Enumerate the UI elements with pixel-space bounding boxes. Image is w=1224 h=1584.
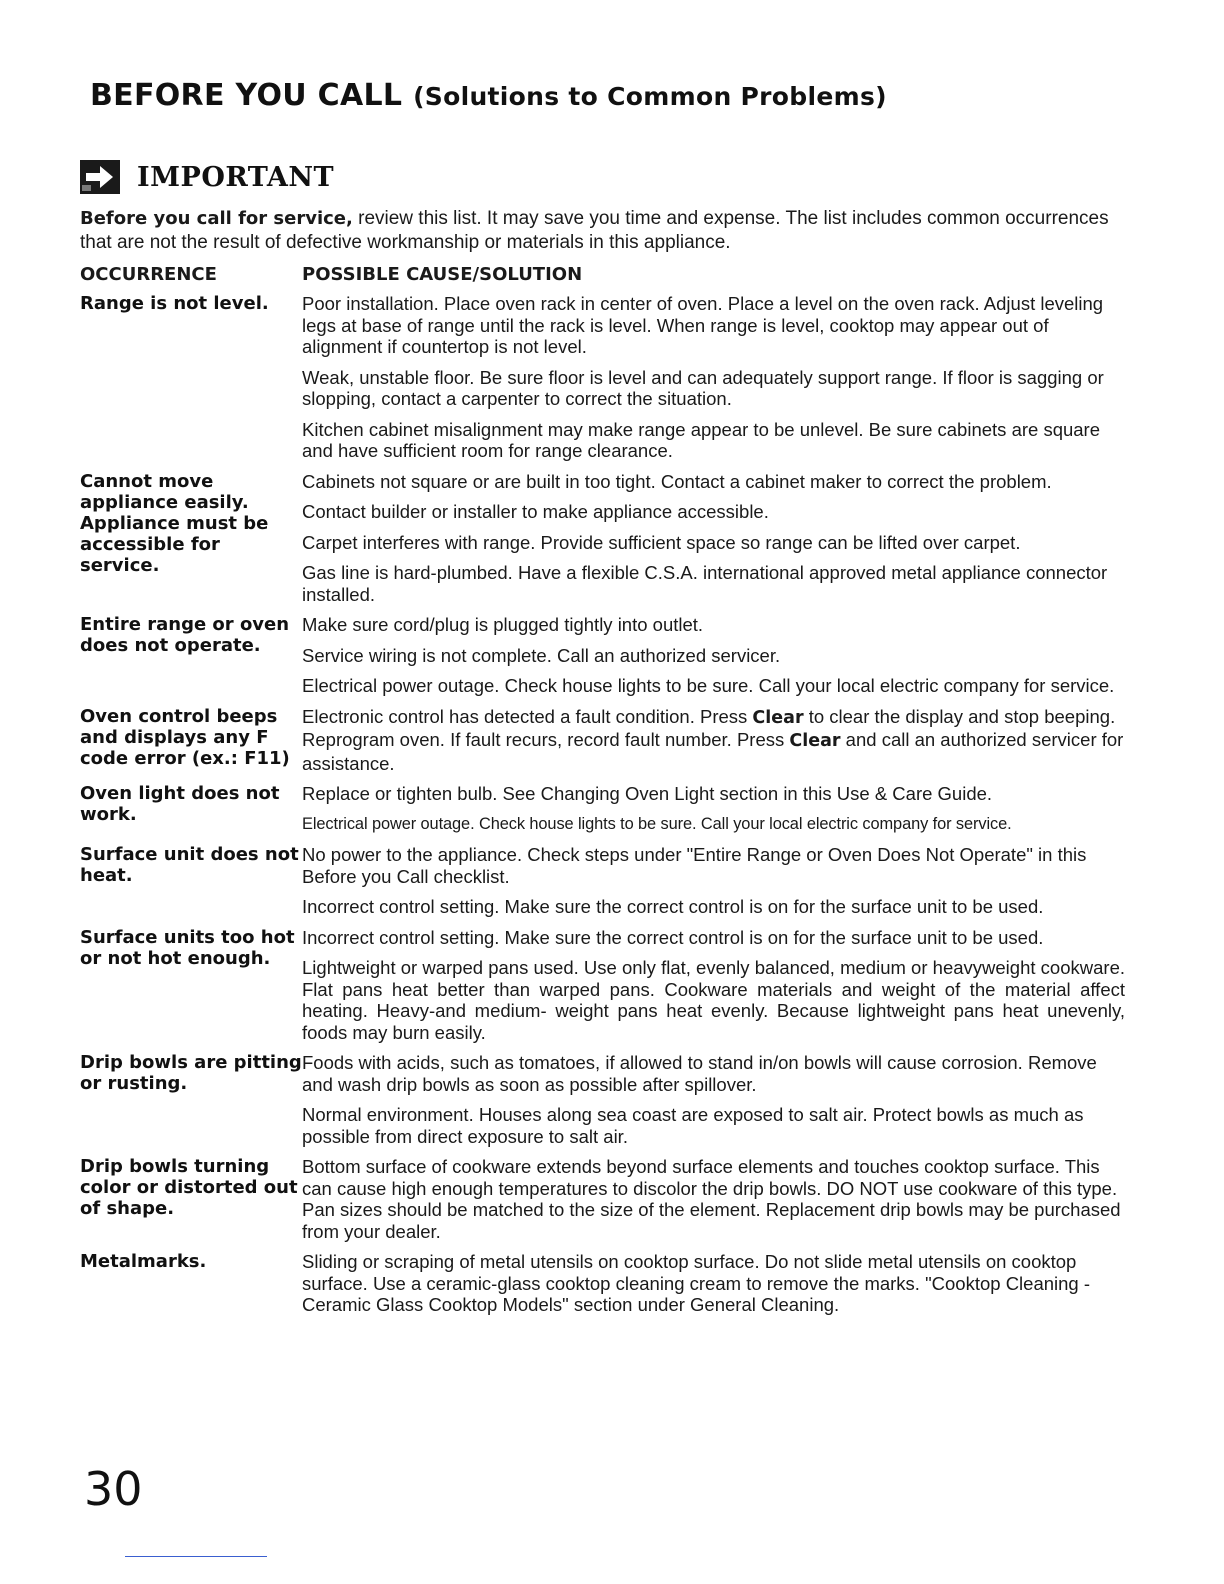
solution-text: Bottom surface of cookware extends beyond surface elements and touches cooktop surface. This can cause high enough temperatures to discolor the drip bowls. DO NOT use cookware of this type. Pan sizes should be matched to the size of the element. Replacement drip bowls may be purchased from your dealer. bbox=[302, 1156, 1121, 1242]
solution-text: Kitchen cabinet misalignment may make range appear to be unlevel. Be sure cabinets are square and have sufficient room for range clearance. bbox=[302, 418, 1101, 461]
solution-text: Incorrect control setting. Make sure the correct control is on for the surface unit to be used. bbox=[302, 926, 1044, 948]
occurrence-label: Surface unit does not heat. bbox=[80, 844, 299, 886]
column-header-occurrence: OCCURRENCE bbox=[80, 264, 217, 285]
table-row bbox=[80, 1156, 1125, 1251]
occurrence-label: Entire range or oven does not operate. bbox=[80, 614, 290, 656]
occurrence-label: Surface units too hot or not hot enough. bbox=[80, 926, 295, 969]
occurrence-label: Drip bowls turning color or distorted out of shape. bbox=[80, 1156, 298, 1219]
solution-text: Electrical power outage. Check house lights to be sure. Call your local electric company for service. bbox=[302, 814, 1012, 833]
solution-text: Poor installation. Place oven rack in center of oven. Place a level on the oven rack. Adjust leveling legs at base of range until the rack is level. When range is level, cooktop may appear out of alignment if countertop is not level. bbox=[302, 293, 1104, 357]
page-number: 30 bbox=[84, 1462, 143, 1516]
table-row bbox=[80, 293, 1125, 471]
solution-text: Carpet interferes with range. Provide sufficient space so range can be lifted over carpet. bbox=[302, 531, 1021, 553]
clear-key-label: Clear bbox=[789, 731, 841, 751]
table-row bbox=[80, 471, 1125, 615]
table-row bbox=[80, 1052, 1125, 1156]
footer-divider bbox=[125, 1556, 267, 1557]
column-header-solution: POSSIBLE CAUSE/SOLUTION bbox=[302, 264, 583, 285]
clear-key-label: Clear bbox=[752, 707, 804, 728]
solution-text: Replace or tighten bulb. See Changing Oven Light section in this Use & Care Guide. bbox=[302, 783, 993, 804]
solution-text: Foods with acids, such as tomatoes, if allowed to stand in/on bowls will cause corrosion. Remove and wash drip bowls as soon as possible after spillover. bbox=[302, 1052, 1097, 1095]
intro-paragraph bbox=[80, 207, 1120, 255]
occurrence-label: Metalmarks. bbox=[80, 1251, 207, 1272]
solution-text: Electrical power outage. Check house lights to be sure. Call your local electric company for service. bbox=[302, 675, 1115, 696]
solution-text: Normal environment. Houses along sea coast are exposed to salt air. Protect bowls as much as possible from direct exposure to salt air. bbox=[302, 1104, 1084, 1147]
table-row bbox=[80, 927, 1125, 1053]
solution-text: Incorrect control setting. Make sure the correct control is on for the surface unit to be used. bbox=[302, 896, 1044, 917]
occurrence-label: Cannot move appliance easily. Appliance must be accessible for service. bbox=[80, 470, 269, 576]
important-label: IMPORTANT bbox=[137, 161, 335, 193]
page-title bbox=[90, 78, 887, 113]
occurrence-label: Range is not level. bbox=[80, 293, 269, 314]
occurrence-label: Drip bowls are pitting or rusting. bbox=[80, 1052, 302, 1094]
solution-text: Service wiring is not complete. Call an authorized servicer. bbox=[302, 644, 781, 666]
solution-text: Make sure cord/plug is plugged tightly into outlet. bbox=[302, 614, 704, 635]
occurrence-label: Oven control beeps and displays any F code error (ex.: F11) bbox=[80, 705, 290, 769]
important-heading bbox=[80, 160, 334, 194]
table-row bbox=[80, 783, 1125, 844]
table-row bbox=[80, 1251, 1125, 1325]
table-row bbox=[80, 614, 1125, 706]
solution-text: Contact builder or installer to make appliance accessible. bbox=[302, 501, 769, 522]
intro-text: review this list. It may save you time and expense. The list includes common occurrences that are not the result of defective workmanship or materials in this appliance. bbox=[80, 208, 1109, 253]
solution-text: Cabinets not square or are built in too tight. Contact a cabinet maker to correct the problem. bbox=[302, 470, 1052, 492]
troubleshooting-table bbox=[80, 293, 1125, 1325]
intro-lead: Before you call for service, bbox=[80, 208, 353, 229]
arrow-right-icon bbox=[80, 160, 120, 194]
solution-text: No power to the appliance. Check steps under "Entire Range or Oven Does Not Operate" in this Before you Call checklist. bbox=[302, 844, 1087, 887]
table-row bbox=[80, 844, 1125, 927]
solution-text: Lightweight or warped pans used. Use only flat, evenly balanced, medium or heavyweight cookware. Flat pans heat better than warped pans. Cookware materials and weight of the material affect heating. Heavy-and medium- weight pans heat evenly. Because lightweight pans heat unevenly, foods may burn easily. bbox=[302, 957, 1125, 1043]
solution-text: Weak, unstable floor. Be sure floor is level and can adequately support range. If floor is sagging or slopping, contact a carpenter to correct the situation. bbox=[302, 366, 1104, 409]
page-title-subtitle: (Solutions to Common Problems) bbox=[413, 82, 887, 111]
page-title-main: BEFORE YOU CALL bbox=[90, 78, 403, 113]
solution-text: Sliding or scraping of metal utensils on cooktop surface. Do not slide metal utensils on cooktop surface. Use a ceramic-glass cooktop cleaning cream to remove the marks. "Cooktop Cleaning - Ceramic Glass Cooktop Models" section under General Cleaning. bbox=[302, 1251, 1091, 1315]
solution-text: Gas line is hard-plumbed. Have a flexible C.S.A. international approved metal appliance connector installed. bbox=[302, 562, 1108, 605]
occurrence-label: Oven light does not work. bbox=[80, 783, 280, 825]
table-row bbox=[80, 706, 1125, 784]
solution-text: Electronic control has detected a fault condition. Press Clear to clear the display and stop beeping. Reprogram oven. If fault recurs, record fault number. Press Clear and call an authorized servicer for assistance. bbox=[302, 705, 1124, 774]
